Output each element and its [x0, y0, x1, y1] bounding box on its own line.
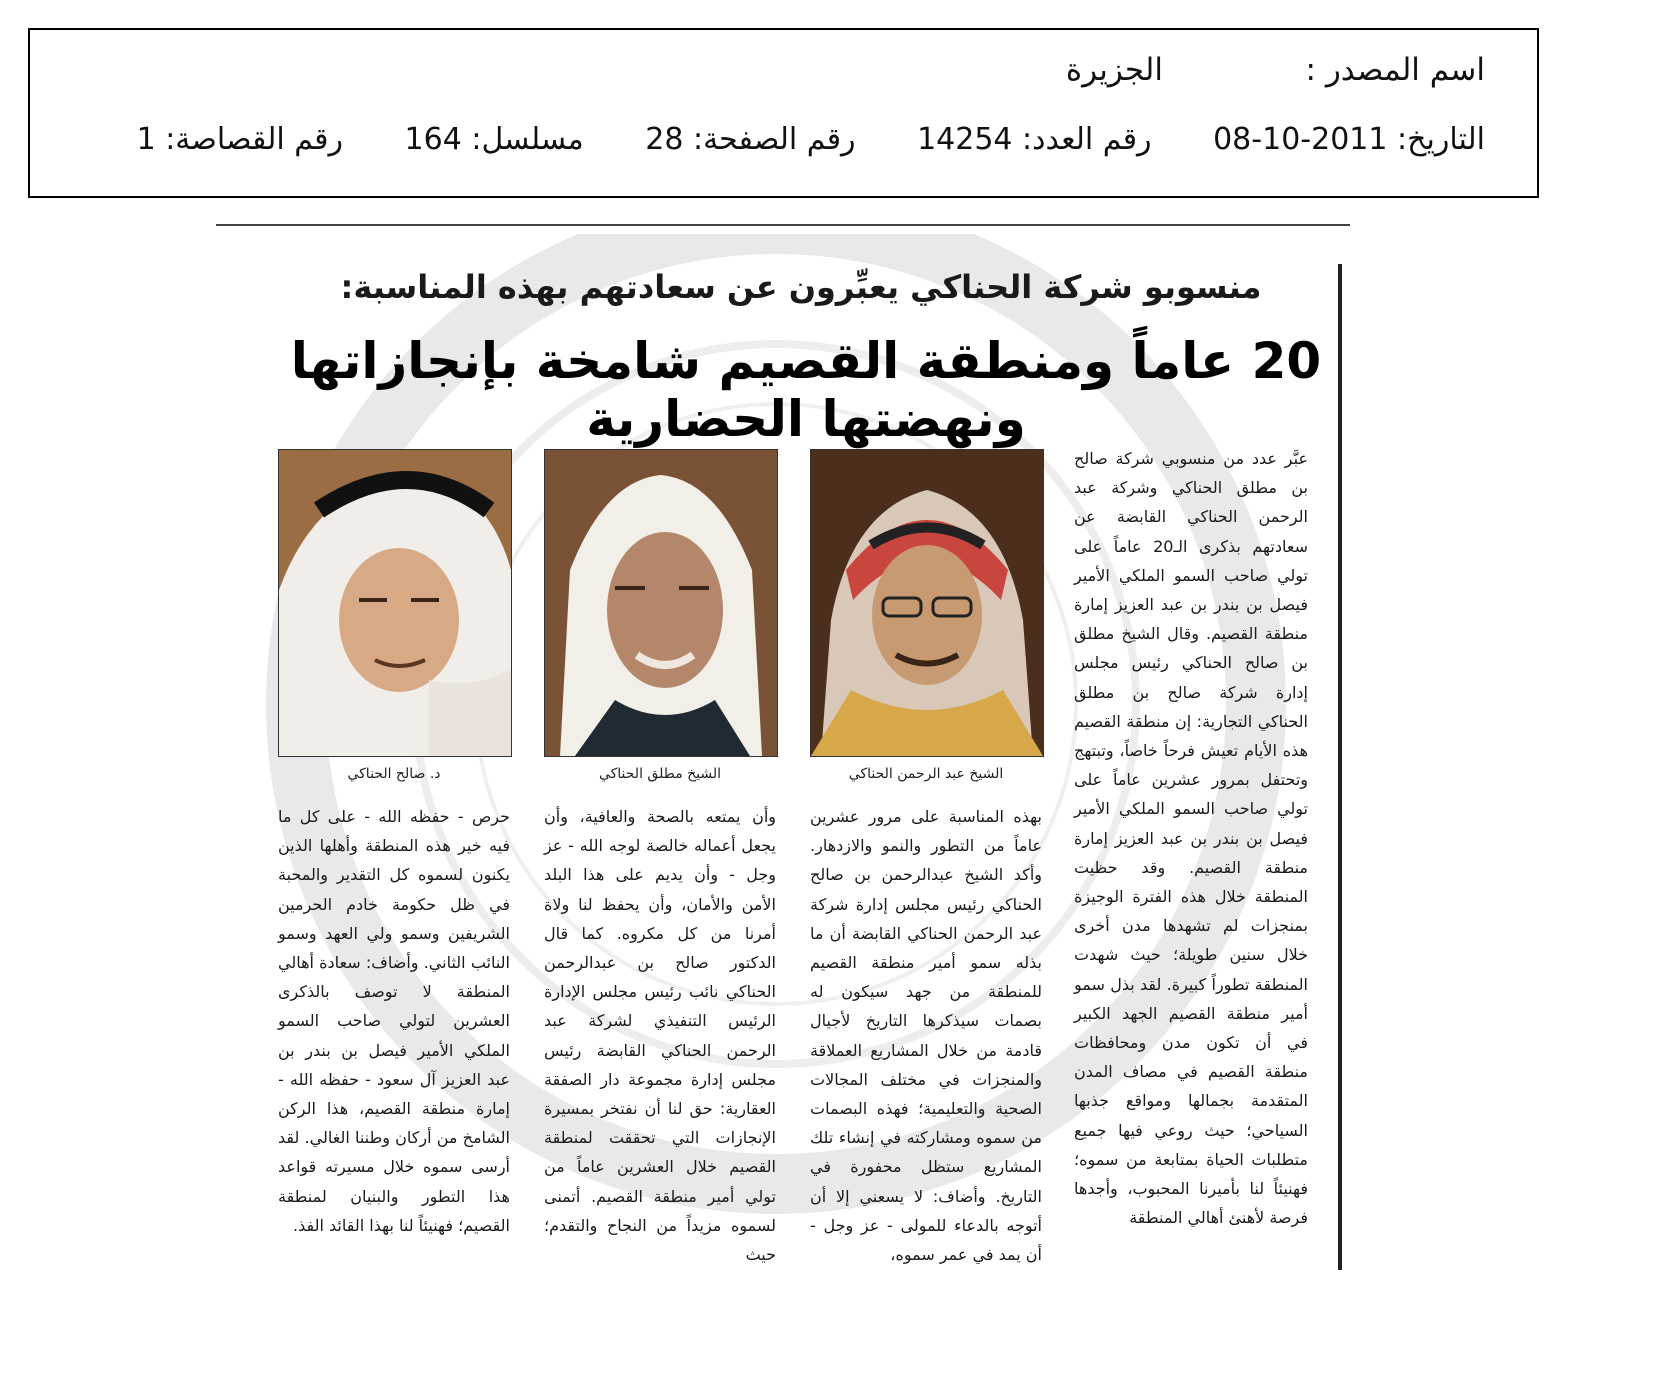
article-paragraph: عبَّر عدد من منسوبي شركة صالح بن مطلق الحناكي وشركة عبد الرحمن الحناكي القابضة عن سعادتهم بذكرى الـ20 عاماً على تولي صاحب السمو الملكي الأمير فيصل بن بندر بن عبد العزيز إمارة منطقة القصيم. وقال الشيخ مطلق بن صالح الحناكي رئيس مجلس إدارة شركة صالح بن مطلق الحناكي التجارية: إن منطقة القصيم هذه الأيام تعيش فرحاً خاصاً، وتبتهج وتحتفل بمرور عشرين عاماً على تولي صاحب السمو الملكي الأمير فيصل بن بندر بن عبد العزيز إمارة منطقة القصيم. وقد حظيت المنطقة خلال هذه الفترة الوجيزة بمنجزات لم تشهدها مدن أخرى خلال سنين طويلة؛ حيث شهدت المنطقة تطوراً كبيرة. لقد بذل سمو أمير منطقة القصيم الجهد الكبير في أن تكون مدن ومحافظات منطقة القصيم في مصاف المدن المتقدمة بجمالها ومواقع جذبها السياحي؛ حيث روعي فيها جميع متطلبات الحياة بمتابعة من سموه؛ فهنيئاً لنا بأميرنا المحبوب، وأجدها فرصة لأهنئ أهالي المنطقة — [1074, 449, 1308, 1228]
article-paragraph: حرص - حفظه الله - على كل ما فيه خير هذه المنطقة وأهلها الذين يكنون لسموه كل التقدير والمحبة في ظل حكومة خادم الحرمين الشريفين وسمو ولي العهد وسمو النائب الثاني. وأضاف: سعادة أهالي المنطقة لا توصف بالذكرى العشرين لتولي صاحب السمو الملكي الأمير فيصل بن بندر بن عبد العزيز آل سعود - حفظه الله - إمارة منطقة القصيم، هذا الركن الشامخ من أركان وطننا الغالي. لقد أرسى سموه خلال مسيرته قواعد هذا التطور والبنيان لمنطقة القصيم؛ فهنيئاً لنا بهذا القائد الفذ. — [278, 807, 510, 1235]
photo-abdulrahman-alhanaki — [810, 449, 1044, 757]
photo-saleh-alhanaki — [278, 449, 512, 757]
source-value: الجزيرة — [1065, 52, 1163, 88]
page-field: رقم الصفحة: 28 — [645, 122, 856, 157]
photo-caption: الشيخ عبد الرحمن الحناكي — [848, 766, 1004, 782]
photo-mutlaq-alhanaki — [544, 449, 778, 757]
source-row — [1065, 52, 1485, 88]
article-paragraph: بهذه المناسبة على مرور عشرين عاماً من التطور والنمو والازدهار. وأكد الشيخ عبدالرحمن بن صالح الحناكي رئيس مجلس إدارة شركة عبد الرحمن الحناكي القابضة أن ما بذله سمو أمير منطقة القصيم للمنطقة من جهد سيكون له بصمات سيذكرها التاريخ لأجيال قادمة من خلال المشاريع العملاقة والمنجزات في مختلف المجالات الصحية والتعليمية؛ فهذه البصمات من سموه ومشاركته في إنشاء تلك المشاريع ستظل محفورة في التاريخ. وأضاف: لا يسعني إلا أن أتوجه بالدعاء للمولى - عز وجل - أن يمد في عمر سموه، — [810, 807, 1042, 1265]
article-column-2 — [810, 802, 1042, 1269]
serial-field: مسلسل: 164 — [404, 122, 584, 157]
article-headline: 20 عاماً ومنطقة القصيم شامخة بإنجازاتها ونهضتها الحضارية — [290, 332, 1322, 448]
clip-field: رقم القصاصة: 1 — [136, 122, 343, 157]
article-paragraph: وأن يمتعه بالصحة والعافية، وأن يجعل أعماله خالصة لوجه الله - عز وجل - وأن يديم على هذا البلد الأمن والأمان، وأن يحفظ لنا ولاة أمرنا من كل مكروه. كما قال الدكتور صالح بن عبدالرحمن الحناكي نائب رئيس مجلس الإدارة الرئيس التنفيذي لشركة عبد الرحمن الحناكي القابضة رئيس مجلس إدارة مجموعة دار الصفقة العقارية: حق لنا أن نفتخر بمسيرة الإنجازات التي تحققت لمنطقة القصيم خلال العشرين عاماً من تولي أمير منطقة القصيم. أتمنى لسموه مزيداً من النجاح والتقدم؛ حيث — [544, 807, 776, 1265]
article-column-3 — [544, 802, 776, 1269]
article-kicker: منسوبو شركة الحناكي يعبِّرون عن سعادتهم بهذه المناسبة: — [340, 268, 1262, 306]
article-column-1 — [1074, 444, 1308, 1232]
source-info-box — [28, 28, 1539, 198]
date-field: التاريخ: 2011-10-08 — [1213, 122, 1485, 157]
meta-row — [85, 122, 1485, 157]
article-column-4 — [278, 802, 510, 1240]
source-label: اسم المصدر : — [1305, 52, 1485, 88]
top-divider — [216, 224, 1350, 226]
photo-caption: د. صالح الحناكي — [347, 766, 441, 782]
newspaper-clipping — [216, 224, 1350, 1294]
issue-field: رقم العدد: 14254 — [917, 122, 1152, 157]
photo-caption: الشيخ مطلق الحناكي — [598, 766, 722, 782]
